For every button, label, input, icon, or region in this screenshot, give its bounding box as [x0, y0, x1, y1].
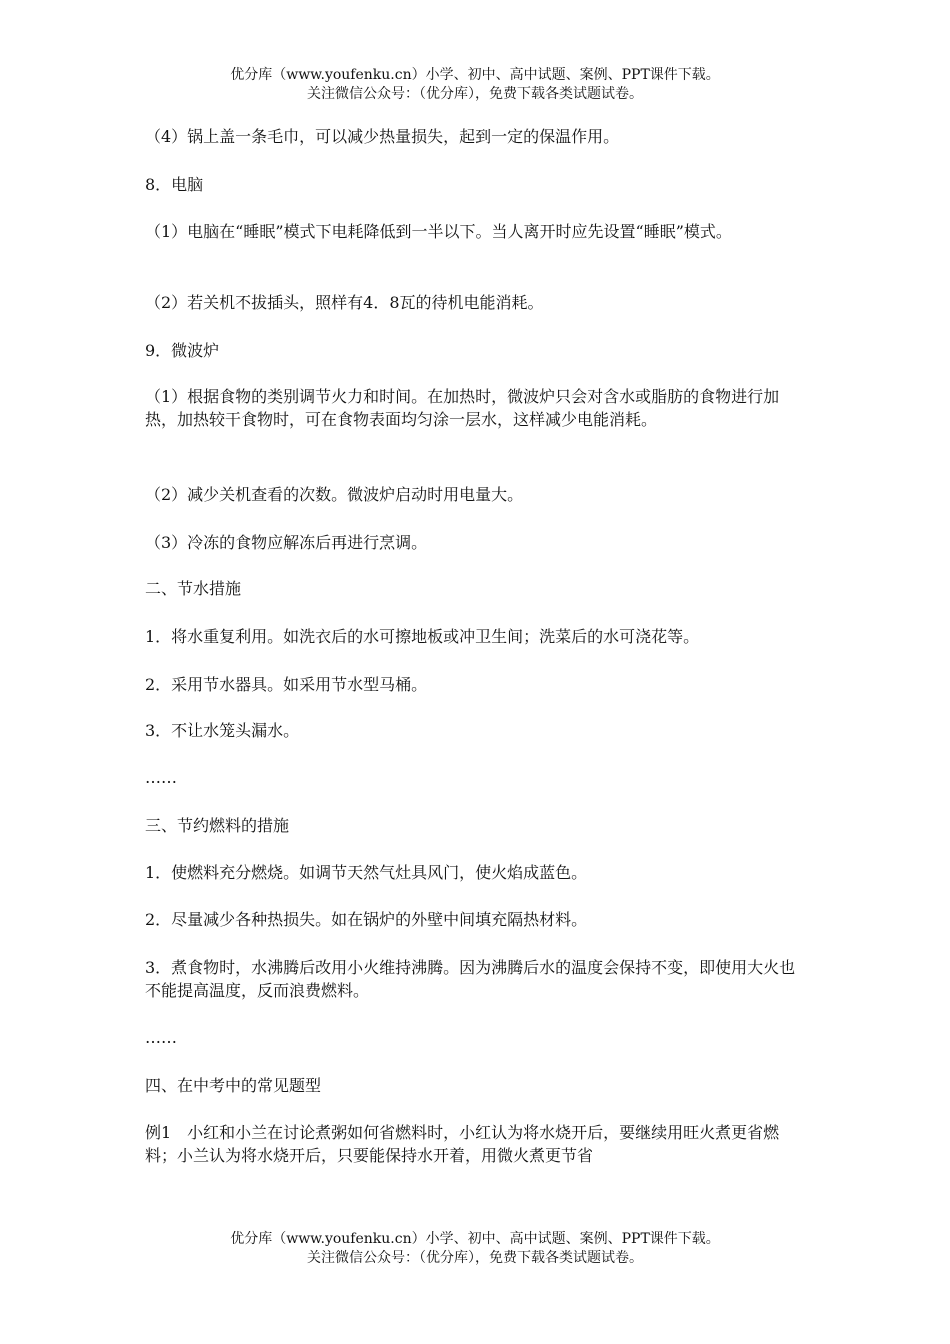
paragraph: （2）减少关机查看的次数。微波炉启动时用电量大。: [145, 485, 524, 504]
paragraph: （1）电脑在“睡眠”模式下电耗降低到一半以下。当人离开时应先设置“睡眠”模式。: [145, 222, 732, 241]
page-header: [0, 66, 950, 104]
paragraph: 2．尽量减少各种热损失。如在锅炉的外壁中间填充隔热材料。: [145, 910, 588, 929]
ellipsis: ……: [145, 1028, 177, 1047]
section-heading: 二、节水措施: [145, 579, 242, 598]
ellipsis: ……: [145, 768, 177, 787]
paragraph: 例1 小红和小兰在讨论煮粥如何省燃料时，小红认为将水烧开后，要继续用旺火煮更省燃料；小兰认为将水烧开后，只要能保持水开着，用微火煮更节省: [145, 1123, 780, 1165]
header-line-1: 优分库（www.youfenku.cn）小学、初中、高中试题、案例、PPT课件下载。: [230, 67, 720, 83]
header-line-2: 关注微信公众号：（优分库），免费下载各类试题试卷。: [307, 86, 643, 102]
section-heading: 8．电脑: [145, 175, 204, 194]
footer-line-2: 关注微信公众号：（优分库），免费下载各类试题试卷。: [307, 1250, 643, 1266]
paragraph: （2）若关机不拔插头，照样有4．8瓦的待机电能消耗。: [145, 293, 544, 312]
paragraph: 2．采用节水器具。如采用节水型马桶。: [145, 675, 428, 694]
paragraph: （3）冷冻的食物应解冻后再进行烹调。: [145, 533, 428, 552]
paragraph: 1．使燃料充分燃烧。如调节天然气灶具风门，使火焰成蓝色。: [145, 863, 588, 882]
footer-line-1: 优分库（www.youfenku.cn）小学、初中、高中试题、案例、PPT课件下载。: [230, 1231, 720, 1247]
section-heading: 四、在中考中的常见题型: [145, 1076, 322, 1095]
section-heading: 9．微波炉: [145, 341, 220, 360]
paragraph: 3．煮食物时，水沸腾后改用小火维持沸腾。因为沸腾后水的温度会保持不变，即使用大火也不能提高温度，反而浪费燃料。: [145, 958, 796, 1000]
paragraph: 1．将水重复利用。如洗衣后的水可擦地板或冲卫生间；洗菜后的水可浇花等。: [145, 627, 700, 646]
paragraph: （4）锅上盖一条毛巾，可以减少热量损失，起到一定的保温作用。: [145, 127, 620, 146]
section-heading: 三、节约燃料的措施: [145, 816, 290, 835]
page-footer: [0, 1230, 950, 1268]
paragraph: （1）根据食物的类别调节火力和时间。在加热时，微波炉只会对含水或脂肪的食物进行加热，加热较干食物时，可在食物表面均匀涂一层水，这样减少电能消耗。: [145, 387, 780, 429]
paragraph: 3．不让水笼头漏水。: [145, 721, 300, 740]
